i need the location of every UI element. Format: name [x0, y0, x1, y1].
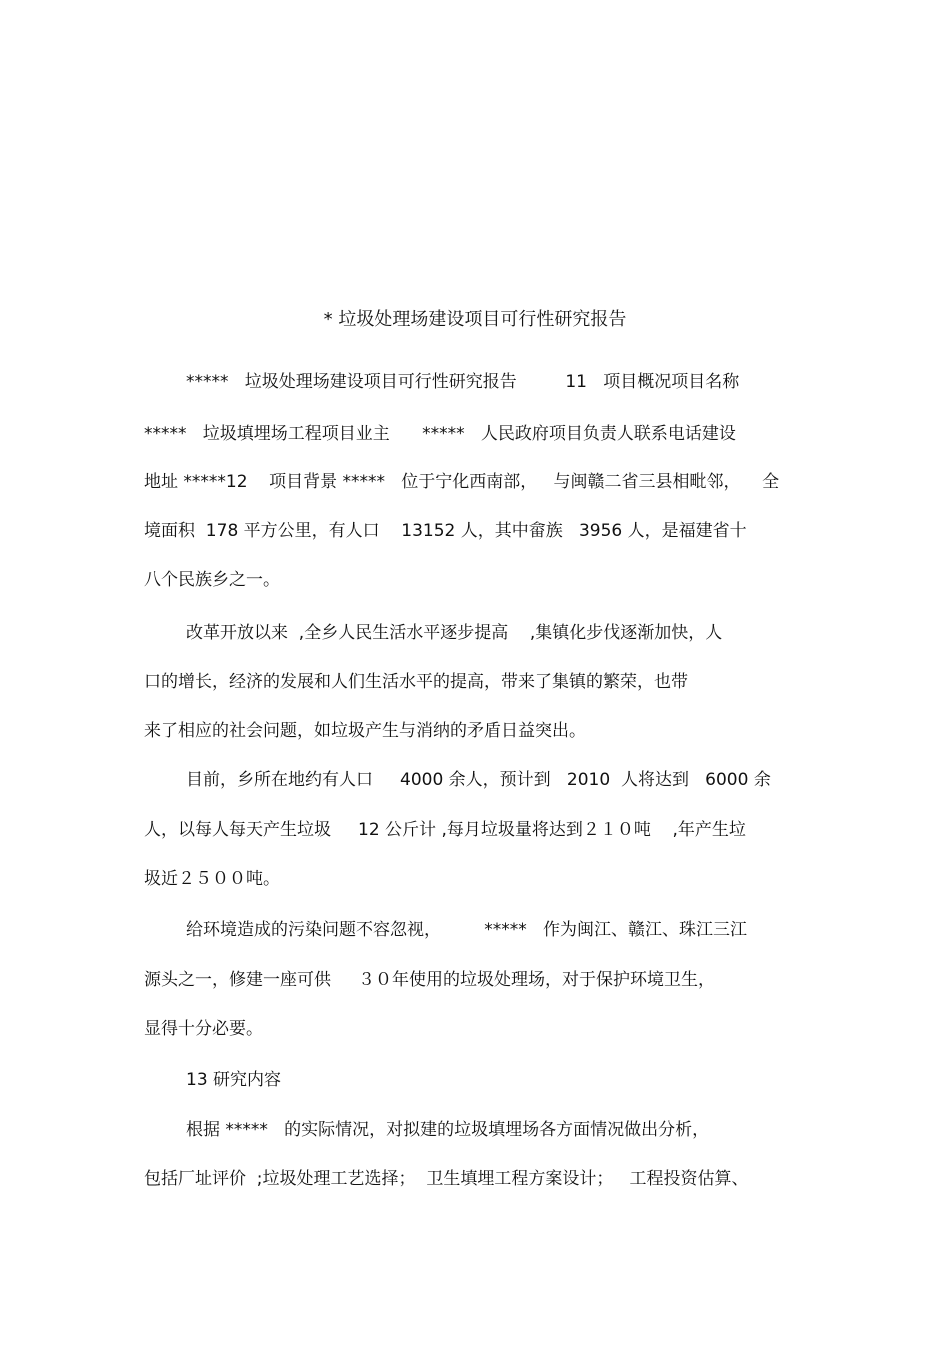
text-line: ***** 垃圾处理场建设项目可行性研究报告 11 项目概况项目名称	[186, 372, 740, 392]
text-line: 人，以每人每天产生垃圾 12 公斤计 ,每月垃圾量将达到２１０吨 ,年产生垃	[144, 820, 746, 840]
text-line: 包括厂址评价 ;垃圾处理工艺选择； 卫生填埋工程方案设计； 工程投资估算、	[144, 1169, 749, 1189]
text-line: ***** 垃圾填埋场工程项目业主 ***** 人民政府项目负责人联系电话建设	[144, 424, 736, 444]
text-line: 境面积 178 平方公里，有人口 13152 人，其中畲族 3956 人，是福建省十	[144, 521, 747, 541]
text-line: 源头之一，修建一座可供 ３０年使用的垃圾处理场，对于保护环境卫生，	[144, 970, 716, 990]
text-line: 地址 *****12 项目背景 ***** 位于宁化西南部， 与闽赣二省三县相毗邻， 全	[144, 472, 780, 492]
text-line: 来了相应的社会问题，如垃圾产生与消纳的矛盾日益突出。	[144, 721, 586, 741]
text-line: 显得十分必要。	[144, 1019, 263, 1039]
text-line: 口的增长，经济的发展和人们生活水平的提高，带来了集镇的繁荣，也带	[144, 672, 688, 692]
document-title: * 垃圾处理场建设项目可行性研究报告	[323, 309, 627, 330]
text-line: 圾近２５００吨。	[144, 869, 280, 889]
text-line: 给环境造成的污染问题不容忽视， ***** 作为闽江、赣江、珠江三江	[186, 920, 747, 940]
text-line: 八个民族乡之一。	[144, 570, 280, 590]
section-heading: 13 研究内容	[186, 1070, 282, 1090]
text-line: 改革开放以来 ,全乡人民生活水平逐步提高 ,集镇化步伐逐渐加快，人	[186, 623, 723, 643]
text-line: 目前，乡所在地约有人口 4000 余人，预计到 2010 人将达到 6000 余	[186, 770, 771, 790]
text-line: 根据 ***** 的实际情况，对拟建的垃圾填埋场各方面情况做出分析，	[186, 1120, 710, 1140]
